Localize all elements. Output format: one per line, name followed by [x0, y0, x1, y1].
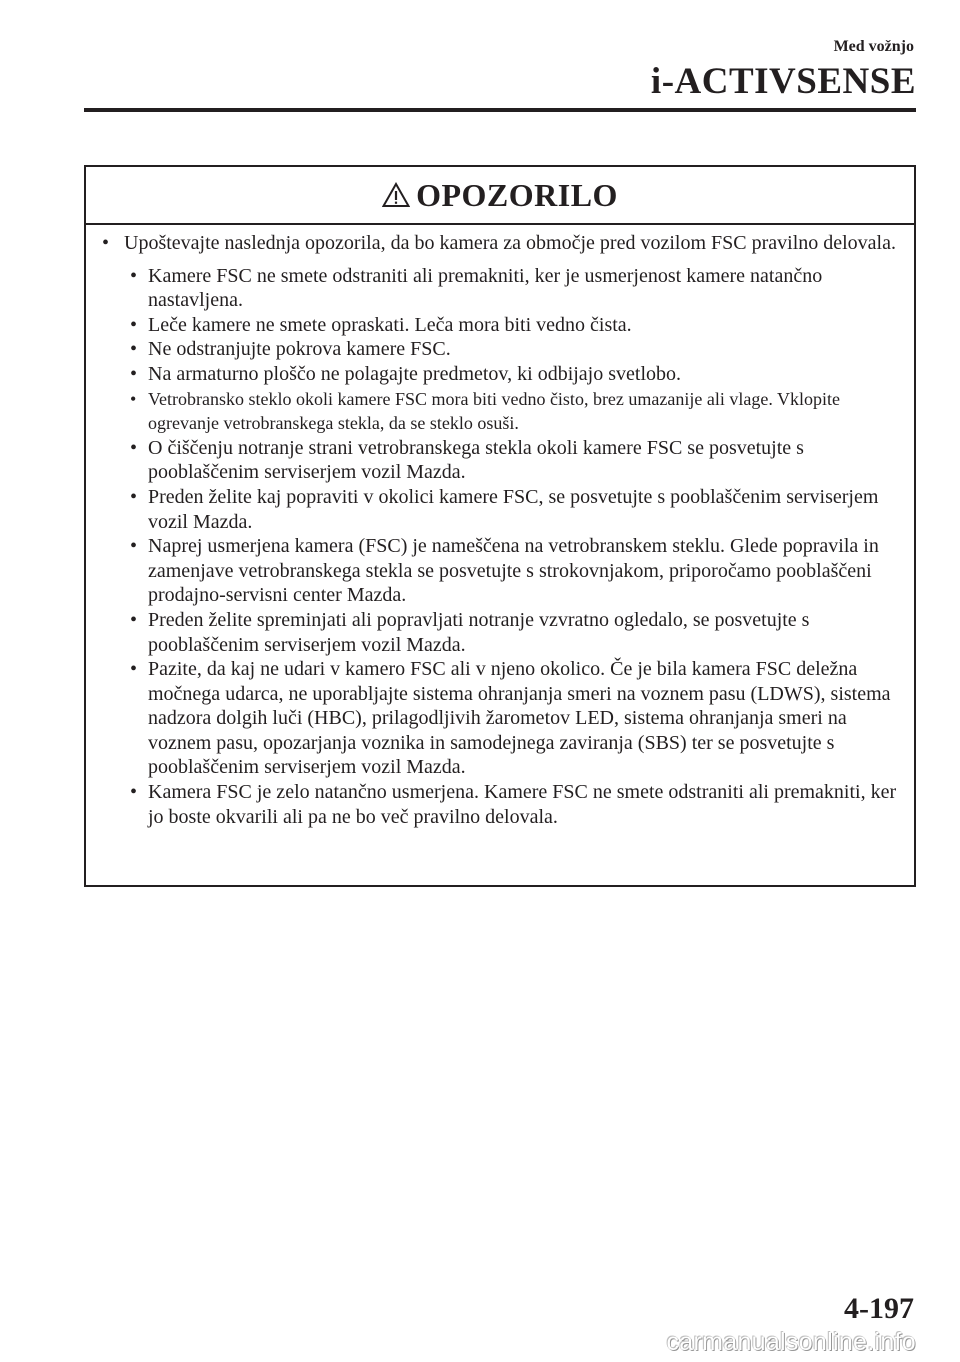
item-bullet: •	[130, 338, 138, 361]
item-text: Kamera FSC je zelo natančno usmerjena. Kamere FSC ne smete odstraniti ali premakniti, ker jo boste okvarili ali pa ne bo več pravilno delovala.	[148, 781, 897, 828]
item-text: Pazite, da kaj ne udari v kamero FSC ali v njeno okolico. Če je bila kamera FSC deležna močnega udarca, ne uporabljajte sistema ohranjanja smeri na voznem pasu (LDWS), sistema nadzora dolgih luči (HBC), prilagodljivih žarometov LED, sistema ohranjanja smeri na voznem pasu, opozarjanja voznika in samodejnega zaviranja (SBS) ter se posvetujte s pooblaščenim serviserjem vozil Mazda.	[148, 658, 891, 779]
item-bullet: •	[130, 658, 138, 681]
warning-items	[100, 264, 902, 830]
warning-item	[124, 534, 902, 608]
warning-item	[124, 337, 902, 362]
warning-item	[124, 780, 902, 829]
warning-item	[124, 436, 902, 485]
warning-item	[124, 657, 902, 780]
warning-item	[124, 313, 902, 338]
item-bullet: •	[130, 436, 138, 459]
item-bullet: •	[130, 362, 138, 385]
warning-item	[124, 264, 902, 313]
warning-title: OPOZORILO	[416, 176, 618, 213]
warning-box	[84, 165, 916, 887]
item-bullet: •	[130, 535, 138, 558]
lead-bullet: •	[102, 232, 110, 254]
warning-triangle-icon	[382, 182, 410, 208]
section-label: Med vožnjo	[833, 38, 914, 55]
item-bullet: •	[130, 781, 138, 804]
item-bullet: •	[130, 313, 138, 336]
warning-item	[124, 362, 902, 387]
item-text: O čiščenju notranje strani vetrobranskega stekla okoli kamere FSC se posvetujte s pooblaščenim serviserjem vozil Mazda.	[148, 436, 804, 484]
watermark-link[interactable]: carmanualsonline.info	[666, 1328, 916, 1356]
item-text: Kamere FSC ne smete odstraniti ali premakniti, ker je usmerjenost kamere natančno nastavljena.	[148, 264, 823, 312]
warning-item	[124, 485, 902, 534]
warning-item	[124, 608, 902, 657]
item-text: Preden želite kaj popraviti v okolici kamere FSC, se posvetujte s pooblaščenim serviserjem vozil Mazda.	[148, 485, 879, 533]
item-text: Preden želite spreminjati ali popravljati notranje vzvratno ogledalo, se posvetujte s pooblaščenim serviserjem vozil Mazda.	[148, 608, 810, 656]
item-text: Naprej usmerjena kamera (FSC) je nameščena na vetrobranskem steklu. Glede popravila in zamenjave vetrobranskega stekla se posvetujte s strokovnjakom, priporočamo pooblaščeni prodajno-servisni center Mazda.	[148, 535, 879, 607]
warning-header	[86, 167, 914, 225]
lead-text: Upoštevajte naslednja opozorila, da bo kamera za območje pred vozilom FSC pravilno delovala.	[124, 232, 896, 254]
item-bullet: •	[130, 264, 138, 287]
warning-lead	[100, 231, 902, 256]
item-bullet: •	[130, 485, 138, 508]
item-bullet: •	[130, 388, 137, 409]
item-text: Ne odstranjujte pokrova kamere FSC.	[148, 338, 451, 361]
warning-item	[124, 387, 902, 436]
item-text: Vetrobransko steklo okoli kamere FSC mora biti vedno čisto, brez umazanije ali vlage. Vklopite ogrevanje vetrobranskega stekla, da se steklo osuši.	[148, 388, 841, 434]
header-rule	[84, 108, 916, 112]
warning-body	[86, 225, 914, 829]
chapter-title: i-ACTIVSENSE	[650, 61, 916, 102]
item-text: Leče kamere ne smete opraskati. Leča mora biti vedno čista.	[148, 313, 632, 336]
item-text: Na armaturno ploščo ne polagajte predmetov, ki odbijajo svetlobo.	[148, 362, 682, 385]
page-number: 4-197	[844, 1292, 914, 1325]
item-bullet: •	[130, 608, 138, 631]
